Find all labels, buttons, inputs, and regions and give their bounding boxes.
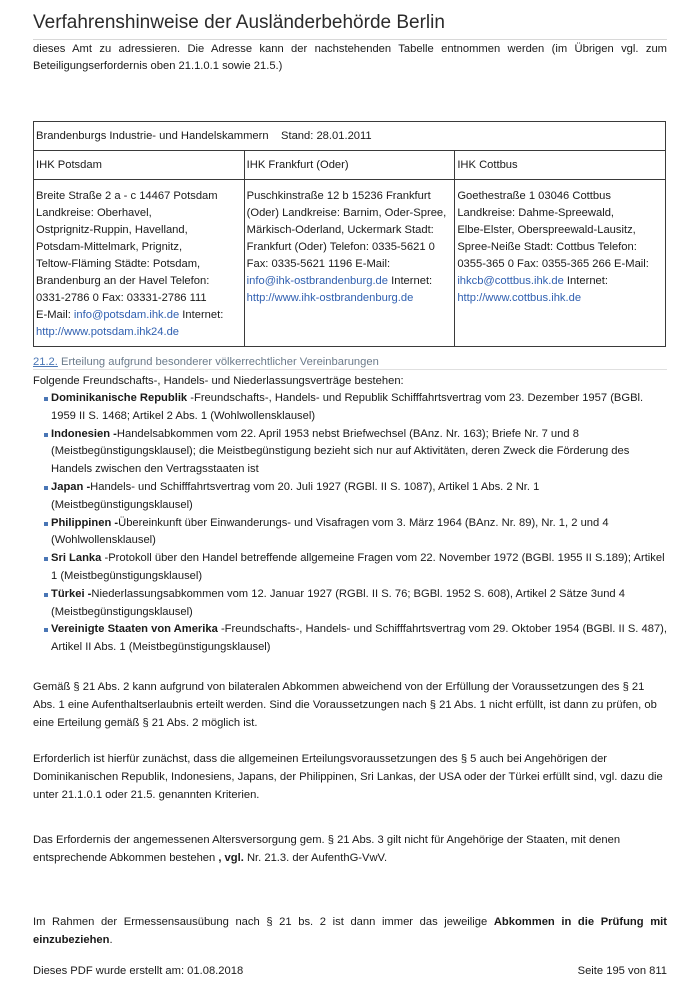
- country-name: Türkei -: [51, 587, 92, 600]
- table-cell-frankfurt: [244, 180, 455, 347]
- address-text: Goethestraße 1 03046 Cottbus Landkreise: Dahme-Spreewald, Elbe-Elster, Oberspreewald-Lausitz, Spree-Neiße Stadt: Cottbus Telefon: 0355-365 0 Fax: 0355-365 266 E-Mail:: [457, 190, 649, 270]
- section-number-link[interactable]: 21.2.: [33, 356, 58, 368]
- email-link[interactable]: info@ihk-ostbrandenburg.de: [246, 275, 389, 287]
- paragraph-3-tail: Nr. 21.3. der AufenthG-VwV.: [243, 851, 388, 864]
- treaty-text: Niederlassungsabkommen vom 12. Januar 1927 (RGBl. II S. 76; BGBl. 1952 S. 608), Artikel 2 Sätze 3und 4 (Meistbegünstigungsklausel): [51, 587, 625, 618]
- internet-label: Internet:: [563, 275, 608, 287]
- country-name: Dominikanische Republik: [51, 392, 188, 404]
- list-item: [44, 621, 670, 657]
- internet-label: Internet:: [388, 275, 433, 287]
- country-name: Philippinen -: [51, 516, 119, 529]
- address-text: Breite Straße 2 a - c 14467 Potsdam Landkreise: Oberhavel, Ostprignitz-Ruppin, Havelland, Potsdam-Mittelmark, Prignitz, Teltow-Fläming Städte: Potsdam, Brandenburg an der Havel Telefon: 0331-2786 0 Fax: 03331-2786 111 E-Mail:: [36, 190, 218, 321]
- email-link[interactable]: ihkcb@cottbus.ihk.de: [457, 275, 564, 287]
- paragraph-3-bold: , vgl.: [218, 851, 244, 864]
- list-item: [44, 586, 670, 622]
- country-name: Japan -: [51, 480, 91, 493]
- page-header: [33, 11, 667, 40]
- paragraph-4: [33, 914, 667, 950]
- footer-page-number: Seite 195 von 811: [577, 965, 667, 977]
- section-divider: [33, 369, 667, 370]
- list-item: [44, 479, 670, 515]
- section-heading: [33, 355, 379, 370]
- treaty-text: -Freundschafts-, Handels- und Republik Schifffahrtsvertrag vom 23. Dezember 1957 (BGBl. 1959 II S. 1468; Artikel 2 Abs. 1 (Wohlwollensklausel): [51, 392, 644, 422]
- treaty-list: [44, 390, 670, 657]
- page-footer: [33, 964, 667, 979]
- country-name: Sri Lanka: [51, 552, 102, 565]
- section-title: Erteilung aufgrund besonderer völkerrechtlicher Vereinbarungen: [57, 356, 379, 368]
- treaty-text: Handels- und Schifffahrtsvertrag vom 20. Juli 1927 (RGBl. II S. 1087), Artikel 1 Abs. 2 Nr. 1 (Meistbegünstigungsklausel): [51, 480, 540, 511]
- list-item: [44, 390, 670, 426]
- list-item: [44, 426, 670, 479]
- country-name: Indonesien -: [51, 427, 117, 440]
- paragraph-4-bold: Abkommen in die Prüfung mit einzubeziehen: [33, 916, 667, 946]
- paragraph-3-text: Das Erfordernis der angemessenen Altersversorgung gem. § 21 Abs. 3 gilt nicht für Angehörige der Staaten, mit denen entsprechende Abkommen bestehen: [33, 834, 621, 864]
- paragraph-3: [33, 832, 667, 868]
- page-title: Verfahrenshinweise der Ausländerbehörde Berlin: [33, 12, 445, 33]
- email-link[interactable]: info@potsdam.ihk.de: [73, 309, 180, 321]
- list-item: [44, 550, 670, 586]
- intro-paragraph: dieses Amt zu adressieren. Die Adresse kann der nachstehenden Tabelle entnommen werden (im Übrigen vgl. zum Beteiligungserfordernis oben 21.1.0.1 sowie 21.5.): [33, 43, 667, 72]
- column-header-potsdam: IHK Potsdam: [34, 151, 245, 180]
- list-item: [44, 515, 670, 551]
- website-link[interactable]: http://www.potsdam.ihk24.de: [36, 326, 180, 338]
- footer-created-date: Dieses PDF wurde erstellt am: 01.08.2018: [33, 965, 244, 977]
- table-cell-cottbus: [455, 180, 666, 347]
- paragraph-1: Gemäß § 21 Abs. 2 kann aufgrund von bilateralen Abkommen abweichend von der Erfüllung der Voraussetzungen des § 21 Abs. 1 eine Aufenthaltserlaubnis erteilt werden. Sind die Voraussetzungen nach § 21 Abs. 1 nicht erfüllt, ist dann zu prüfen, ob eine Erteilung gemäß § 21 Abs. 2 möglich ist.: [33, 681, 657, 729]
- lead-sentence: Folgende Freundschafts-, Handels- und Niederlassungsverträge bestehen:: [33, 375, 404, 387]
- treaty-text: Handelsabkommen vom 22. April 1953 nebst Briefwechsel (BAnz. Nr. 163); Briefe Nr. 7 und 8 (Meistbegünstigungsklausel); die Meistbegünstigung bezieht sich nur auf Aktivitäten, deren Zweck die Förderung des Handels zwischen den Vertragsstaaten ist: [51, 427, 630, 476]
- column-header-frankfurt: IHK Frankfurt (Oder): [244, 151, 455, 180]
- paragraph-4-text: Im Rahmen der Ermessensausübung nach § 21 bs. 2 ist dann immer das jeweilige: [33, 916, 494, 928]
- treaty-text: -Protokoll über den Handel betreffende allgemeine Fragen vom 22. November 1972 (BGBl. 1955 II S.189); Artikel 1 (Meistbegünstigungsklausel): [51, 552, 665, 582]
- treaty-text: Übereinkunft über Einwanderungs- und Visafragen vom 3. März 1964 (BAnz. Nr. 89), Nr. 1, 2 und 4 (Wohlwollensklausel): [51, 516, 609, 547]
- internet-label: Internet:: [179, 309, 224, 321]
- ihk-table: [33, 121, 666, 347]
- paragraph-2: Erforderlich ist hierfür zunächst, dass die allgemeinen Erteilungsvoraussetzungen des § 5 auch bei Angehörigen der Dominikanischen Republik, Indonesiens, Japans, der Philippinen, Sri Lankas, der USA oder der Türkei erfüllt sind, vgl. dazu die unter 21.1.0.1 oder 21.5. genannten Kriterien.: [33, 753, 663, 801]
- table-cell-potsdam: [34, 180, 245, 347]
- paragraph-4-tail: .: [109, 933, 113, 946]
- column-header-cottbus: IHK Cottbus: [455, 151, 666, 180]
- website-link[interactable]: http://www.ihk-ostbrandenburg.de: [246, 292, 414, 304]
- website-link[interactable]: http://www.cottbus.ihk.de: [457, 292, 582, 304]
- address-text: Puschkinstraße 12 b 15236 Frankfurt (Oder) Landkreise: Barnim, Oder-Spree, Märkisch-Oderland, Uckermark Stadt: Frankfurt (Oder) Telefon: 0335-5621 0 Fax: 0335-5621 1196 E-Mail:: [246, 190, 447, 270]
- table-caption: Brandenburgs Industrie- und Handelskammern Stand: 28.01.2011: [34, 122, 666, 151]
- treaty-text: -Freundschafts-, Handels- und Schifffahrtsvertrag vom 29. Oktober 1954 (BGBl. II S. 487), Artikel II Abs. 1 (Meistbegünstigungsklausel): [51, 623, 668, 654]
- country-name: Vereinigte Staaten von Amerika: [51, 623, 218, 636]
